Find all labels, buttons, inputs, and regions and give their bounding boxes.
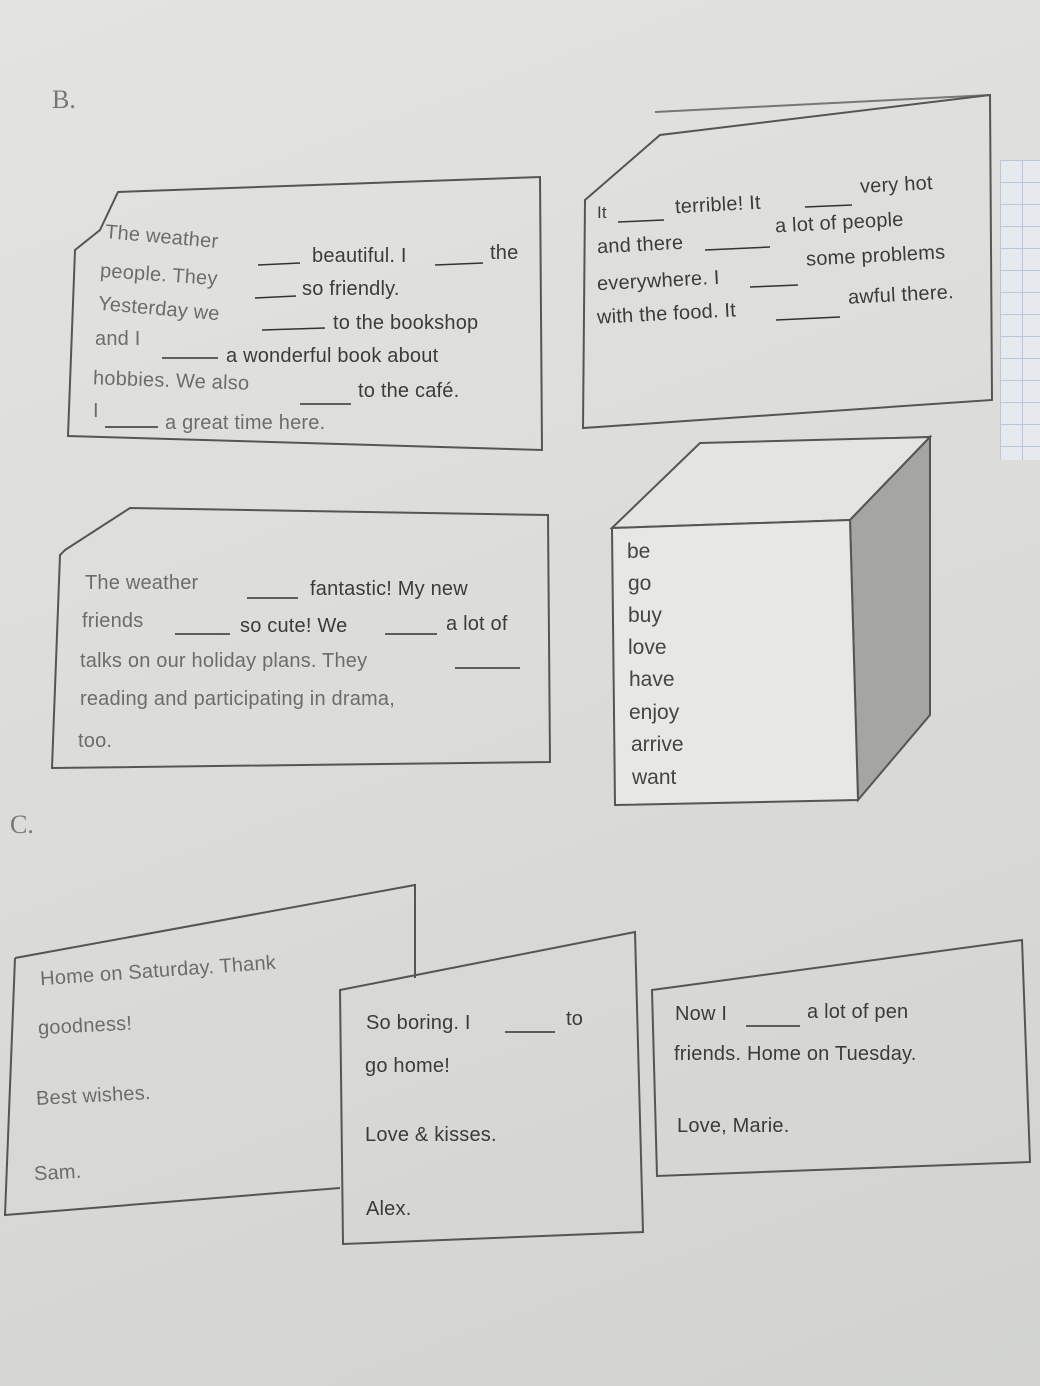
card-2-text: and there xyxy=(596,231,684,259)
card-2-text: very hot xyxy=(859,172,934,198)
word-box-item: arrive xyxy=(631,733,684,756)
section-c-label: C. xyxy=(10,810,34,839)
card-2-text: some problems xyxy=(805,241,946,271)
top-rule xyxy=(655,95,990,112)
note-1-text: Best wishes. xyxy=(35,1082,152,1110)
note-2-text: So boring. I xyxy=(366,1012,471,1034)
note-3-text: Love, Marie. xyxy=(677,1115,790,1137)
card-2-text: a lot of people xyxy=(774,208,905,238)
card-1-text: beautiful. I xyxy=(312,245,407,267)
card-1-text: a wonderful book about xyxy=(226,345,439,367)
word-box-item: buy xyxy=(628,604,662,627)
card-3-text: reading and participating in drama, xyxy=(80,688,395,710)
note-2-text: Alex. xyxy=(366,1198,412,1220)
card-3-text: talks on our holiday plans. They xyxy=(80,650,368,672)
card-1-text: The weather xyxy=(104,221,220,253)
card-1-text: to the café. xyxy=(358,380,460,402)
word-box-item: love xyxy=(628,636,667,659)
word-box-item: be xyxy=(627,540,651,563)
card-2-text: terrible! It xyxy=(674,191,762,219)
card-2-text: with the food. It xyxy=(596,299,737,329)
note-1-text: Sam. xyxy=(33,1160,83,1186)
word-box-item: want xyxy=(632,766,677,789)
word-box-item: enjoy xyxy=(629,701,680,724)
card-3-text: fantastic! My new xyxy=(310,578,468,600)
note-2-text: Love & kisses. xyxy=(365,1124,497,1146)
card-1-text: Yesterday we xyxy=(97,292,221,326)
word-box-item: go xyxy=(628,572,652,595)
note-3-text: friends. Home on Tuesday. xyxy=(674,1043,917,1065)
card-1-text: to the bookshop xyxy=(333,312,479,334)
card-3-text: friends xyxy=(82,610,144,632)
card-3-text: a lot of xyxy=(446,613,508,635)
card-3-text: so cute! We xyxy=(240,615,348,637)
card-1-text: I xyxy=(93,400,99,422)
word-box-item: have xyxy=(629,668,675,691)
card-1-text: hobbies. We also xyxy=(92,367,250,395)
card-1-text: and I xyxy=(95,328,141,350)
card-3-text: too. xyxy=(78,730,113,752)
note-2-text: go home! xyxy=(365,1055,450,1077)
card-3-frame xyxy=(52,508,550,768)
card-2-text: awful there. xyxy=(847,281,955,309)
note-3-text: Now I xyxy=(675,1003,728,1025)
section-b-label: B. xyxy=(52,85,76,114)
note-2-text: to xyxy=(566,1008,584,1030)
card-1-text: the xyxy=(490,242,519,264)
card-1-text: people. They xyxy=(99,259,219,291)
card-2-text: It xyxy=(597,203,607,222)
note-1-text: Home on Saturday. Thank xyxy=(39,951,277,991)
card-2-text: everywhere. I xyxy=(596,266,721,296)
note-1-text: goodness! xyxy=(37,1012,133,1040)
card-1-text: a great time here. xyxy=(165,412,326,434)
note-3-text: a lot of pen xyxy=(807,1001,909,1023)
card-3-text: The weather xyxy=(85,572,199,594)
card-1-text: so friendly. xyxy=(302,278,400,300)
